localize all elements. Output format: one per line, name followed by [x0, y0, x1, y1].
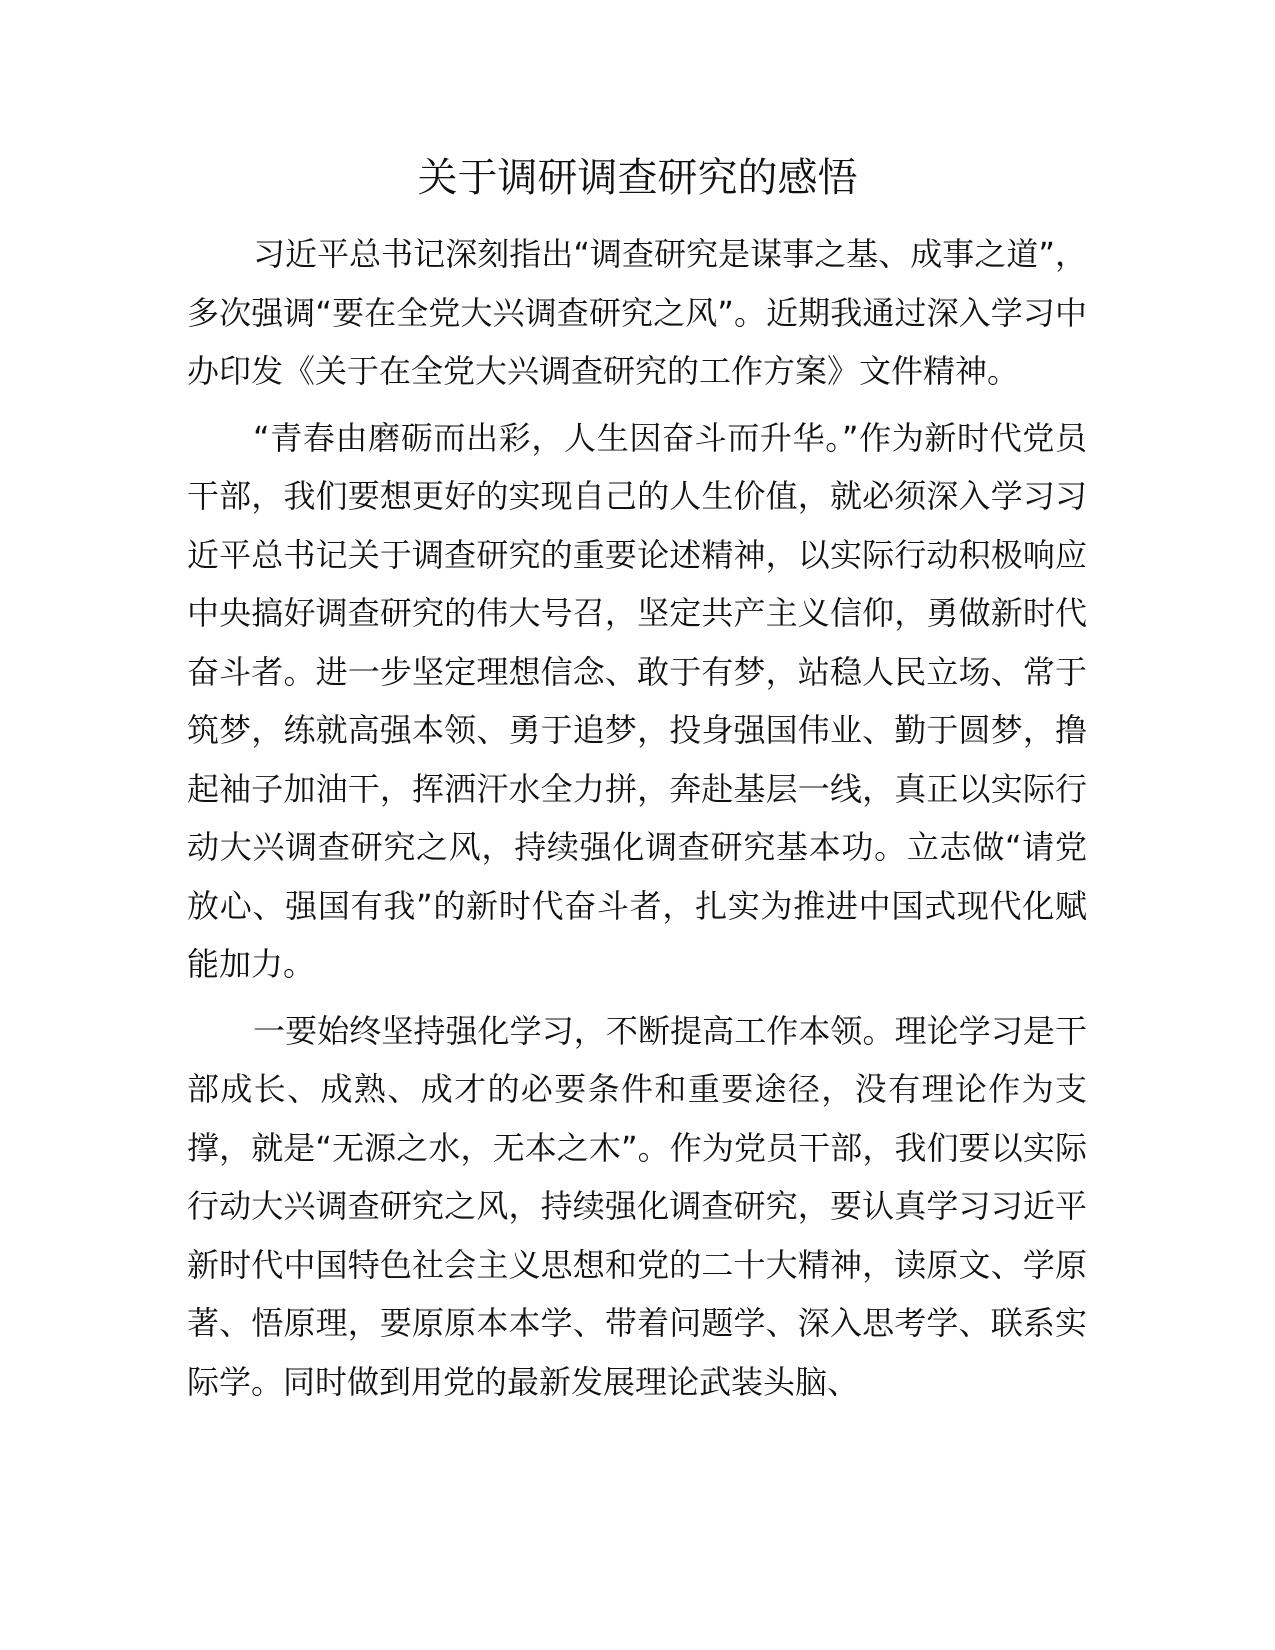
paragraph-1: 习近平总书记深刻指出“调查研究是谋事之基、成事之道”，多次强调“要在全党大兴调查研究之风”。近期我通过深入学习中办印发《关于在全党大兴调查研究的工作方案》文件精神。	[187, 235, 1087, 390]
paragraph-3: 一要始终坚持强化学习，不断提高工作本领。理论学习是干部成长、成熟、成才的必要条件和重要途径，没有理论作为支撑，就是“无源之水，无本之木”。作为党员干部，我们要以实际行动大兴调查研究之风，持续强化调查研究，要认真学习习近平新时代中国特色社会主义思想和党的二十大精神，读原文、学原著、悟原理，要原原本本学、带着问题学、深入思考学、联系实际学。同时做到用党的最新发展理论武装头脑、	[187, 1011, 1087, 1401]
paragraph-2: “青春由磨砺而出彩，人生因奋斗而升华。”作为新时代党员干部，我们要想更好的实现自己的人生价值，就必须深入学习习近平总书记关于调查研究的重要论述精神，以实际行动积极响应中央搞好调查研究的伟大号召，坚定共产主义信仰，勇做新时代奋斗者。进一步坚定理想信念、敢于有梦，站稳人民立场、常于筑梦，练就高强本领、勇于追梦，投身强国伟业、勤于圆梦，撸起袖子加油干，挥洒汗水全力拼，奔赴基层一线，真正以实际行动大兴调查研究之风，持续强化调查研究基本功。立志做“请党放心、强国有我”的新时代奋斗者，扎实为推进中国式现代化赋能加力。	[187, 418, 1087, 983]
document-title: 关于调研调查研究的感悟	[417, 155, 858, 201]
document-body	[187, 225, 1087, 1419]
